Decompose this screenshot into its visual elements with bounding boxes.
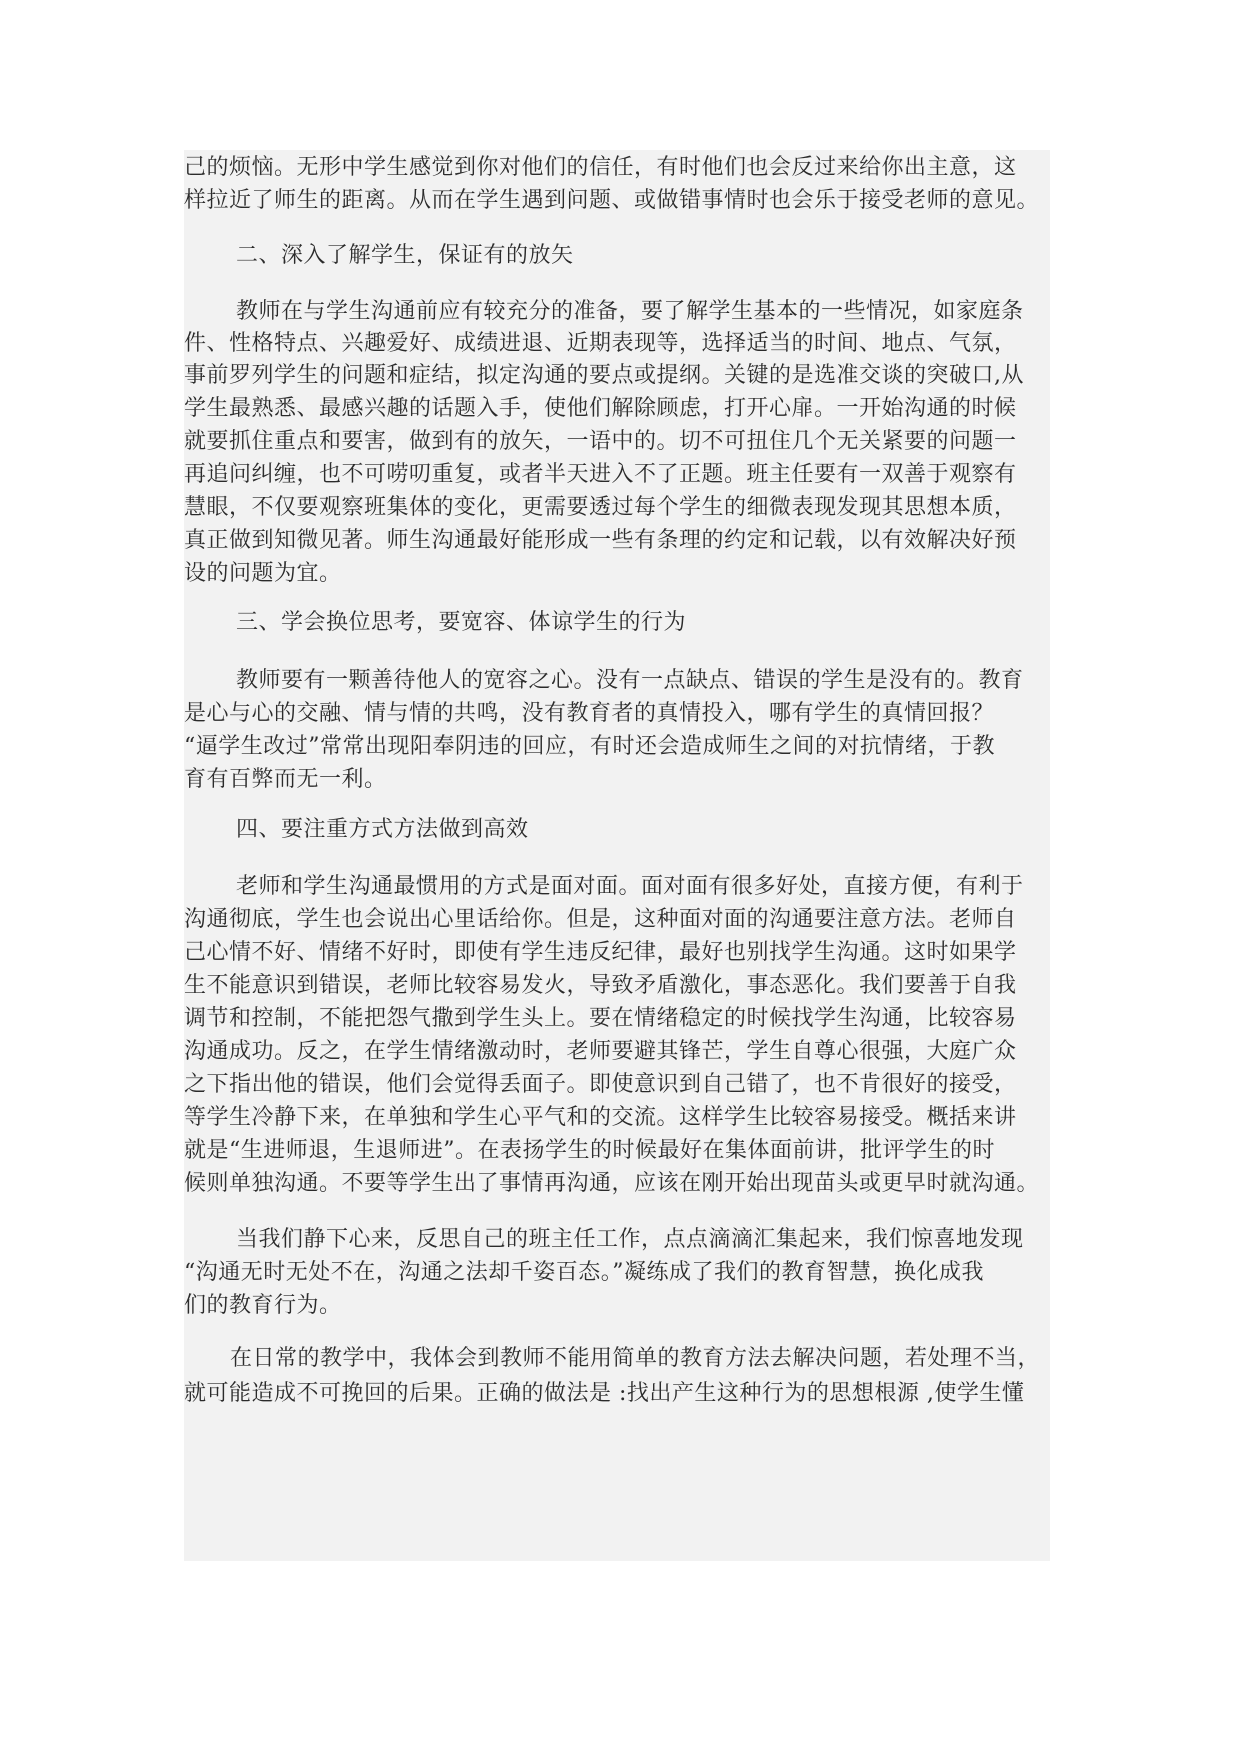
section-heading: 三、学会换位思考，要宽容、体谅学生的行为 — [236, 610, 687, 635]
section-heading: 二、深入了解学生，保证有的放矢 — [236, 243, 574, 268]
text-line: 学生最熟悉、最感兴趣的话题入手，使他们解除顾虑，打开心扉。一开始沟通的时候 — [184, 396, 1017, 421]
text-line: 设的问题为宜。 — [184, 561, 342, 586]
text-line: 候则单独沟通。不要等学生出了事情再沟通，应该在刚开始出现苗头或更早时就沟通。 — [184, 1171, 1040, 1196]
text-line: “逼学生改过”常常出现阳奉阴违的回应，有时还会造成师生之间的对抗情绪，于教 — [184, 734, 995, 759]
text-line: 就是“生进师退，生退师进”。在表扬学生的时候最好在集体面前讲，批评学生的时 — [184, 1138, 995, 1163]
text-line: “沟通无时无处不在，沟通之法却千姿百态。”凝练成了我们的教育智慧，换化成我 — [184, 1260, 984, 1285]
text-line: 等学生冷静下来，在单独和学生心平气和的交流。这样学生比较容易接受。概括来讲 — [184, 1105, 1017, 1130]
text-line: 再追问纠缠，也不可唠叨重复，或者半天进入不了正题。班主任要有一双善于观察有 — [184, 462, 1017, 487]
text-line: 己的烦恼。无形中学生感觉到你对他们的信任，有时他们也会反过来给你出主意，这 — [184, 155, 1017, 180]
text-line: 事前罗列学生的问题和症结，拟定沟通的要点或提纲。关键的是选准交谈的突破口,从 — [184, 363, 1024, 388]
text-line: 沟通成功。反之，在学生情绪激动时，老师要避其锋芒，学生自尊心很强，大庭广众 — [184, 1039, 1017, 1064]
text-line: 就要抓住重点和要害，做到有的放矢，一语中的。切不可扭住几个无关紧要的问题一 — [184, 429, 1017, 454]
text-line: 调节和控制，不能把怨气撒到学生头上。要在情绪稳定的时候找学生沟通，比较容易 — [184, 1006, 1017, 1031]
text-line: 己心情不好、情绪不好时，即使有学生违反纪律，最好也别找学生沟通。这时如果学 — [184, 940, 1017, 965]
text-line: 们的教育行为。 — [184, 1293, 342, 1318]
text-line: 是心与心的交融、情与情的共鸣，没有教育者的真情投入，哪有学生的真情回报？ — [184, 701, 995, 726]
text-line: 当我们静下心来，反思自己的班主任工作，点点滴滴汇集起来，我们惊喜地发现 — [236, 1227, 1024, 1252]
text-line: 生不能意识到错误，老师比较容易发火，导致矛盾激化，事态恶化。我们要善于自我 — [184, 973, 1017, 998]
text-line: 教师在与学生沟通前应有较充分的准备，要了解学生基本的一些情况，如家庭条 — [236, 299, 1024, 324]
document-text-block — [184, 150, 1050, 1561]
text-line: 教师要有一颗善待他人的宽容之心。没有一点缺点、错误的学生是没有的。教育 — [236, 668, 1024, 693]
text-line: 之下指出他的错误，他们会觉得丢面子。即使意识到自己错了，也不肯很好的接受， — [184, 1072, 1017, 1097]
text-line: 就可能造成不可挽回的后果。正确的做法是 :找出产生这种行为的思想根源 ,使学生懂 — [184, 1381, 1025, 1406]
text-line: 真正做到知微见著。师生沟通最好能形成一些有条理的约定和记载，以有效解决好预 — [184, 528, 1017, 553]
text-line: 沟通彻底，学生也会说出心里话给你。但是，这种面对面的沟通要注意方法。老师自 — [184, 907, 1017, 932]
text-line: 样拉近了师生的距离。从而在学生遇到问题、或做错事情时也会乐于接受老师的意见。 — [184, 188, 1040, 213]
text-line: 在日常的教学中，我体会到教师不能用简单的教育方法去解决问题，若处理不当， — [230, 1346, 1041, 1371]
text-line: 育有百弊而无一利。 — [184, 767, 387, 792]
text-line: 慧眼，不仅要观察班集体的变化，更需要透过每个学生的细微表现发现其思想本质， — [184, 495, 1017, 520]
section-heading: 四、要注重方式方法做到高效 — [236, 817, 529, 842]
text-line: 件、性格特点、兴趣爱好、成绩进退、近期表现等，选择适当的时间、地点、气氛， — [184, 331, 1017, 356]
text-line: 老师和学生沟通最惯用的方式是面对面。面对面有很多好处，直接方便，有利于 — [236, 874, 1024, 899]
